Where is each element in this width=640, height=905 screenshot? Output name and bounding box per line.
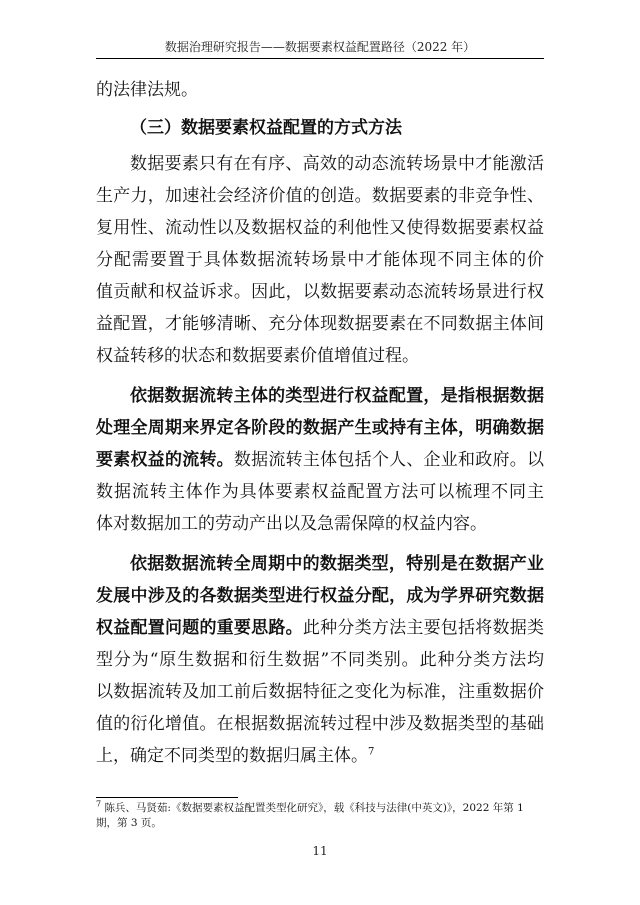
paragraph-3 — [96, 548, 544, 772]
footnote-reference[interactable]: 7 — [368, 746, 375, 758]
paragraph-line: 值贡献和权益诉求。因此，以数据要素动态流转场景进行权 — [96, 282, 544, 302]
paragraph-line: 权益转移的状态和数据要素价值增值过程。 — [96, 346, 419, 366]
paragraph-line: 型分为“原生数据和衍生数据”不同类别。此种分类方法均 — [96, 650, 544, 670]
normal-span: 数据流转主体包括个人、企业和政府。以 — [233, 450, 544, 470]
paragraph-2 — [96, 380, 544, 540]
normal-span: 此种分类方法主要包括将数据类 — [302, 618, 544, 638]
paragraph-line: 以数据流转及加工前后数据特征之变化为标准，注重数据价 — [96, 682, 544, 702]
page-number: 11 — [312, 844, 328, 858]
paragraph-1 — [96, 148, 544, 372]
footnote — [96, 801, 544, 831]
bold-span: 权益配置问题的重要思路。 — [96, 618, 303, 638]
main-content — [96, 74, 544, 772]
footnote-marker: 7 — [96, 799, 102, 809]
running-header: 数据治理研究报告——数据要素权益配置路径（2022 年） — [164, 40, 476, 54]
footnote-text: 陈兵、马贤茹:《数据要素权益配置类型化研究》，载《科技与法律(中英文)》，2022 年第 1 期，第 3 页。 — [96, 802, 524, 829]
paragraph-line: 分配需要置于具体数据流转场景中才能体现不同主体的价 — [96, 250, 544, 270]
paragraph-line — [96, 612, 544, 644]
bold-line: 处理全周期来界定各阶段的数据产生或持有主体，明确数据 — [96, 418, 544, 438]
carryover-text: 的法律法规。 — [96, 80, 198, 100]
bold-span: 要素权益的流转。 — [96, 450, 234, 470]
paragraph-line — [96, 444, 544, 476]
paragraph-line: 生产力，加速社会经济价值的创造。数据要素的非竞争性、 — [96, 186, 544, 206]
footnote-rule — [96, 797, 238, 798]
paragraph-line: 值的衍化增值。在根据数据流转过程中涉及数据类型的基础 — [96, 714, 544, 734]
header-rule — [96, 58, 544, 59]
paragraph-line: 体对数据加工的劳动产出以及急需保障的权益内容。 — [96, 514, 487, 534]
bold-line: 依据数据流转主体的类型进行权益配置，是指根据数据 — [130, 386, 544, 406]
last-line-text: 上，确定不同类型的数据归属主体。 — [96, 746, 368, 766]
paragraph-line: 数据流转主体作为具体要素权益配置方法可以梳理不同主 — [96, 482, 544, 502]
paragraph-line: 复用性、流动性以及数据权益的利他性又使得数据要素权益 — [96, 218, 544, 238]
paragraph-line: 数据要素只有在有序、高效的动态流转场景中才能激活 — [130, 154, 544, 174]
bold-line: 发展中涉及的各数据类型进行权益分配，成为学界研究数据 — [96, 586, 544, 606]
section-heading: （三）数据要素权益配置的方式方法 — [130, 118, 402, 138]
paragraph-line — [96, 740, 544, 772]
paragraph-line: 益配置，才能够清晰、充分体现数据要素在不同数据主体间 — [96, 314, 544, 334]
bold-line: 依据数据流转全周期中的数据类型，特别是在数据产业 — [130, 554, 544, 574]
